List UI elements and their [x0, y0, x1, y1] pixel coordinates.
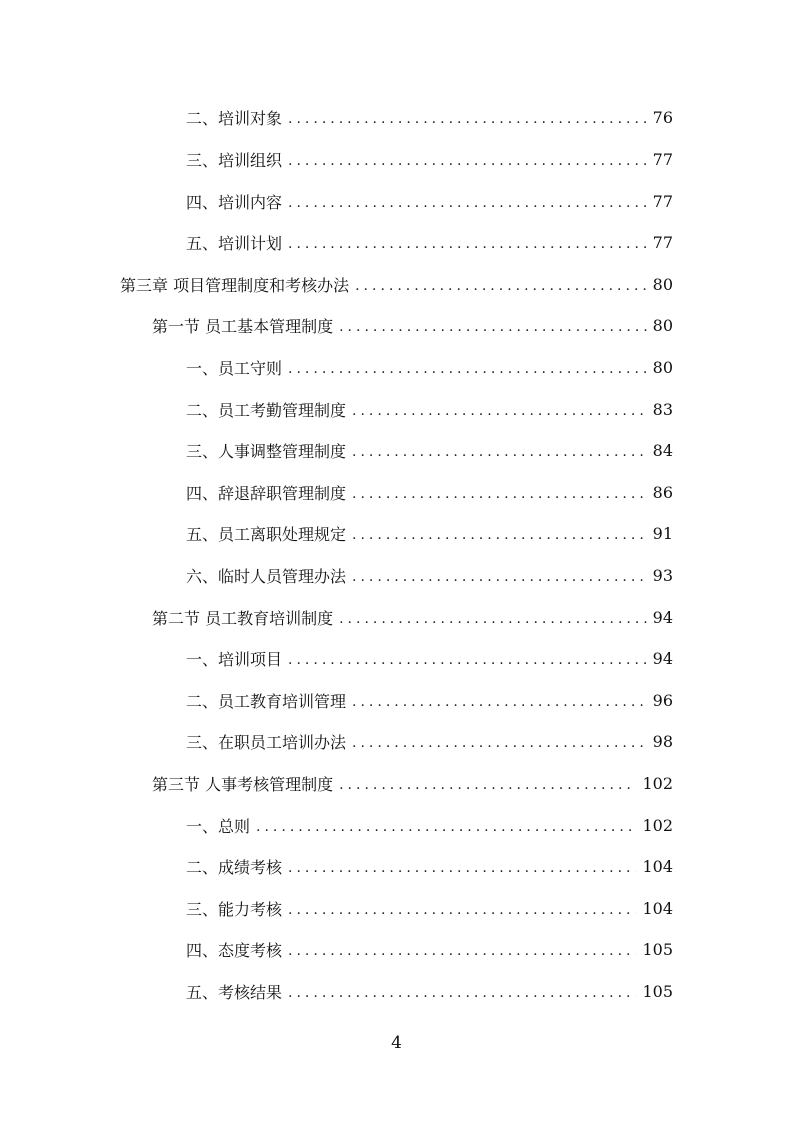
toc-entry-label: 二、培训对象 [186, 108, 283, 128]
toc-entry[interactable] [186, 189, 673, 213]
toc-leader-dots [256, 819, 636, 835]
toc-entry-label: 三、人事调整管理制度 [186, 441, 347, 461]
toc-entry[interactable] [186, 563, 673, 587]
toc-entry-label: 六、临时人员管理办法 [186, 566, 347, 586]
toc-entry-label: 四、态度考核 [186, 940, 283, 960]
toc-entry[interactable] [186, 480, 673, 504]
toc-entry-label: 三、能力考核 [186, 899, 283, 919]
toc-entry-page: 80 [652, 274, 673, 294]
toc-leader-dots [288, 860, 636, 876]
toc-entry-label: 第三节 人事考核管理制度 [152, 774, 334, 794]
toc-entry-label: 四、辞退辞职管理制度 [186, 483, 347, 503]
toc-entry[interactable] [186, 147, 673, 171]
toc-entry-page: 94 [652, 607, 673, 627]
page-number: 4 [391, 1033, 402, 1053]
toc-leader-dots [288, 985, 636, 1001]
toc-chapter-entry[interactable] [120, 272, 673, 296]
toc-leader-dots [288, 236, 647, 252]
toc-entry[interactable] [186, 937, 673, 961]
toc-entry-page: 77 [652, 232, 673, 252]
toc-entry-label: 第二节 员工教育培训制度 [152, 608, 334, 628]
toc-leader-dots [339, 611, 647, 627]
toc-entry-page: 105 [642, 981, 673, 1001]
toc-entry[interactable] [186, 896, 673, 920]
toc-entry-label: 五、考核结果 [186, 982, 283, 1002]
toc-entry-label: 五、员工离职处理规定 [186, 524, 347, 544]
toc-entry-page: 96 [652, 690, 673, 710]
toc-entry-label: 三、在职员工培训办法 [186, 732, 347, 752]
toc-leader-dots [352, 444, 647, 460]
toc-entry-label: 一、培训项目 [186, 649, 283, 669]
toc-leader-dots [352, 486, 647, 502]
toc-leader-dots [352, 694, 647, 710]
toc-entry[interactable] [186, 105, 673, 129]
toc-entry-page: 102 [642, 773, 673, 793]
toc-entry[interactable] [186, 688, 673, 712]
toc-entry-page: 94 [652, 648, 673, 668]
toc-entry-page: 84 [652, 440, 673, 460]
toc-entry-label: 三、培训组织 [186, 150, 283, 170]
toc-entry-page: 76 [652, 107, 673, 127]
toc-entry[interactable] [186, 729, 673, 753]
toc-entry[interactable] [186, 521, 673, 545]
toc-entry-page: 104 [642, 898, 673, 918]
toc-entry[interactable] [186, 230, 673, 254]
toc-entry[interactable] [186, 438, 673, 462]
toc-entry-page: 104 [642, 856, 673, 876]
toc-entry-page: 93 [652, 565, 673, 585]
toc-leader-dots [352, 569, 647, 585]
toc-entry-label: 五、培训计划 [186, 233, 283, 253]
toc-leader-dots [339, 319, 647, 335]
toc-entry-label: 一、总则 [186, 816, 251, 836]
toc-entry-page: 98 [652, 731, 673, 751]
toc-section-entry[interactable] [152, 771, 673, 795]
toc-leader-dots [288, 943, 636, 959]
toc-leader-dots [352, 735, 647, 751]
toc-leader-dots [288, 153, 647, 169]
toc-entry-label: 一、员工守则 [186, 358, 283, 378]
toc-entry-page: 83 [652, 399, 673, 419]
toc-leader-dots [288, 902, 636, 918]
toc-entry-page: 105 [642, 939, 673, 959]
toc-entry[interactable] [186, 813, 673, 837]
toc-entry[interactable] [186, 397, 673, 421]
toc-leader-dots [288, 652, 647, 668]
toc-entry-label: 二、成绩考核 [186, 857, 283, 877]
toc-entry[interactable] [186, 854, 673, 878]
toc-section-entry[interactable] [152, 313, 673, 337]
toc-leader-dots [288, 111, 647, 127]
toc-leader-dots [288, 195, 647, 211]
toc-entry-label: 第一节 员工基本管理制度 [152, 316, 334, 336]
toc-entry-label: 第三章 项目管理制度和考核办法 [120, 275, 350, 295]
toc-entry-page: 77 [652, 191, 673, 211]
toc-entry-page: 91 [652, 523, 673, 543]
toc-leader-dots [339, 777, 636, 793]
toc-entry[interactable] [186, 355, 673, 379]
toc-leader-dots [355, 278, 647, 294]
toc-leader-dots [288, 361, 647, 377]
toc-entry-page: 86 [652, 482, 673, 502]
toc-entry-label: 二、员工考勤管理制度 [186, 400, 347, 420]
toc-section-entry[interactable] [152, 605, 673, 629]
toc-entry-label: 二、员工教育培训管理 [186, 691, 347, 711]
toc-entry[interactable] [186, 646, 673, 670]
toc-entry-page: 102 [642, 815, 673, 835]
toc-leader-dots [352, 527, 647, 543]
toc-entry-page: 77 [652, 149, 673, 169]
toc-entry-page: 80 [652, 357, 673, 377]
toc-entry-page: 80 [652, 315, 673, 335]
toc-leader-dots [352, 403, 647, 419]
toc-entry-label: 四、培训内容 [186, 192, 283, 212]
toc-entry[interactable] [186, 979, 673, 1003]
